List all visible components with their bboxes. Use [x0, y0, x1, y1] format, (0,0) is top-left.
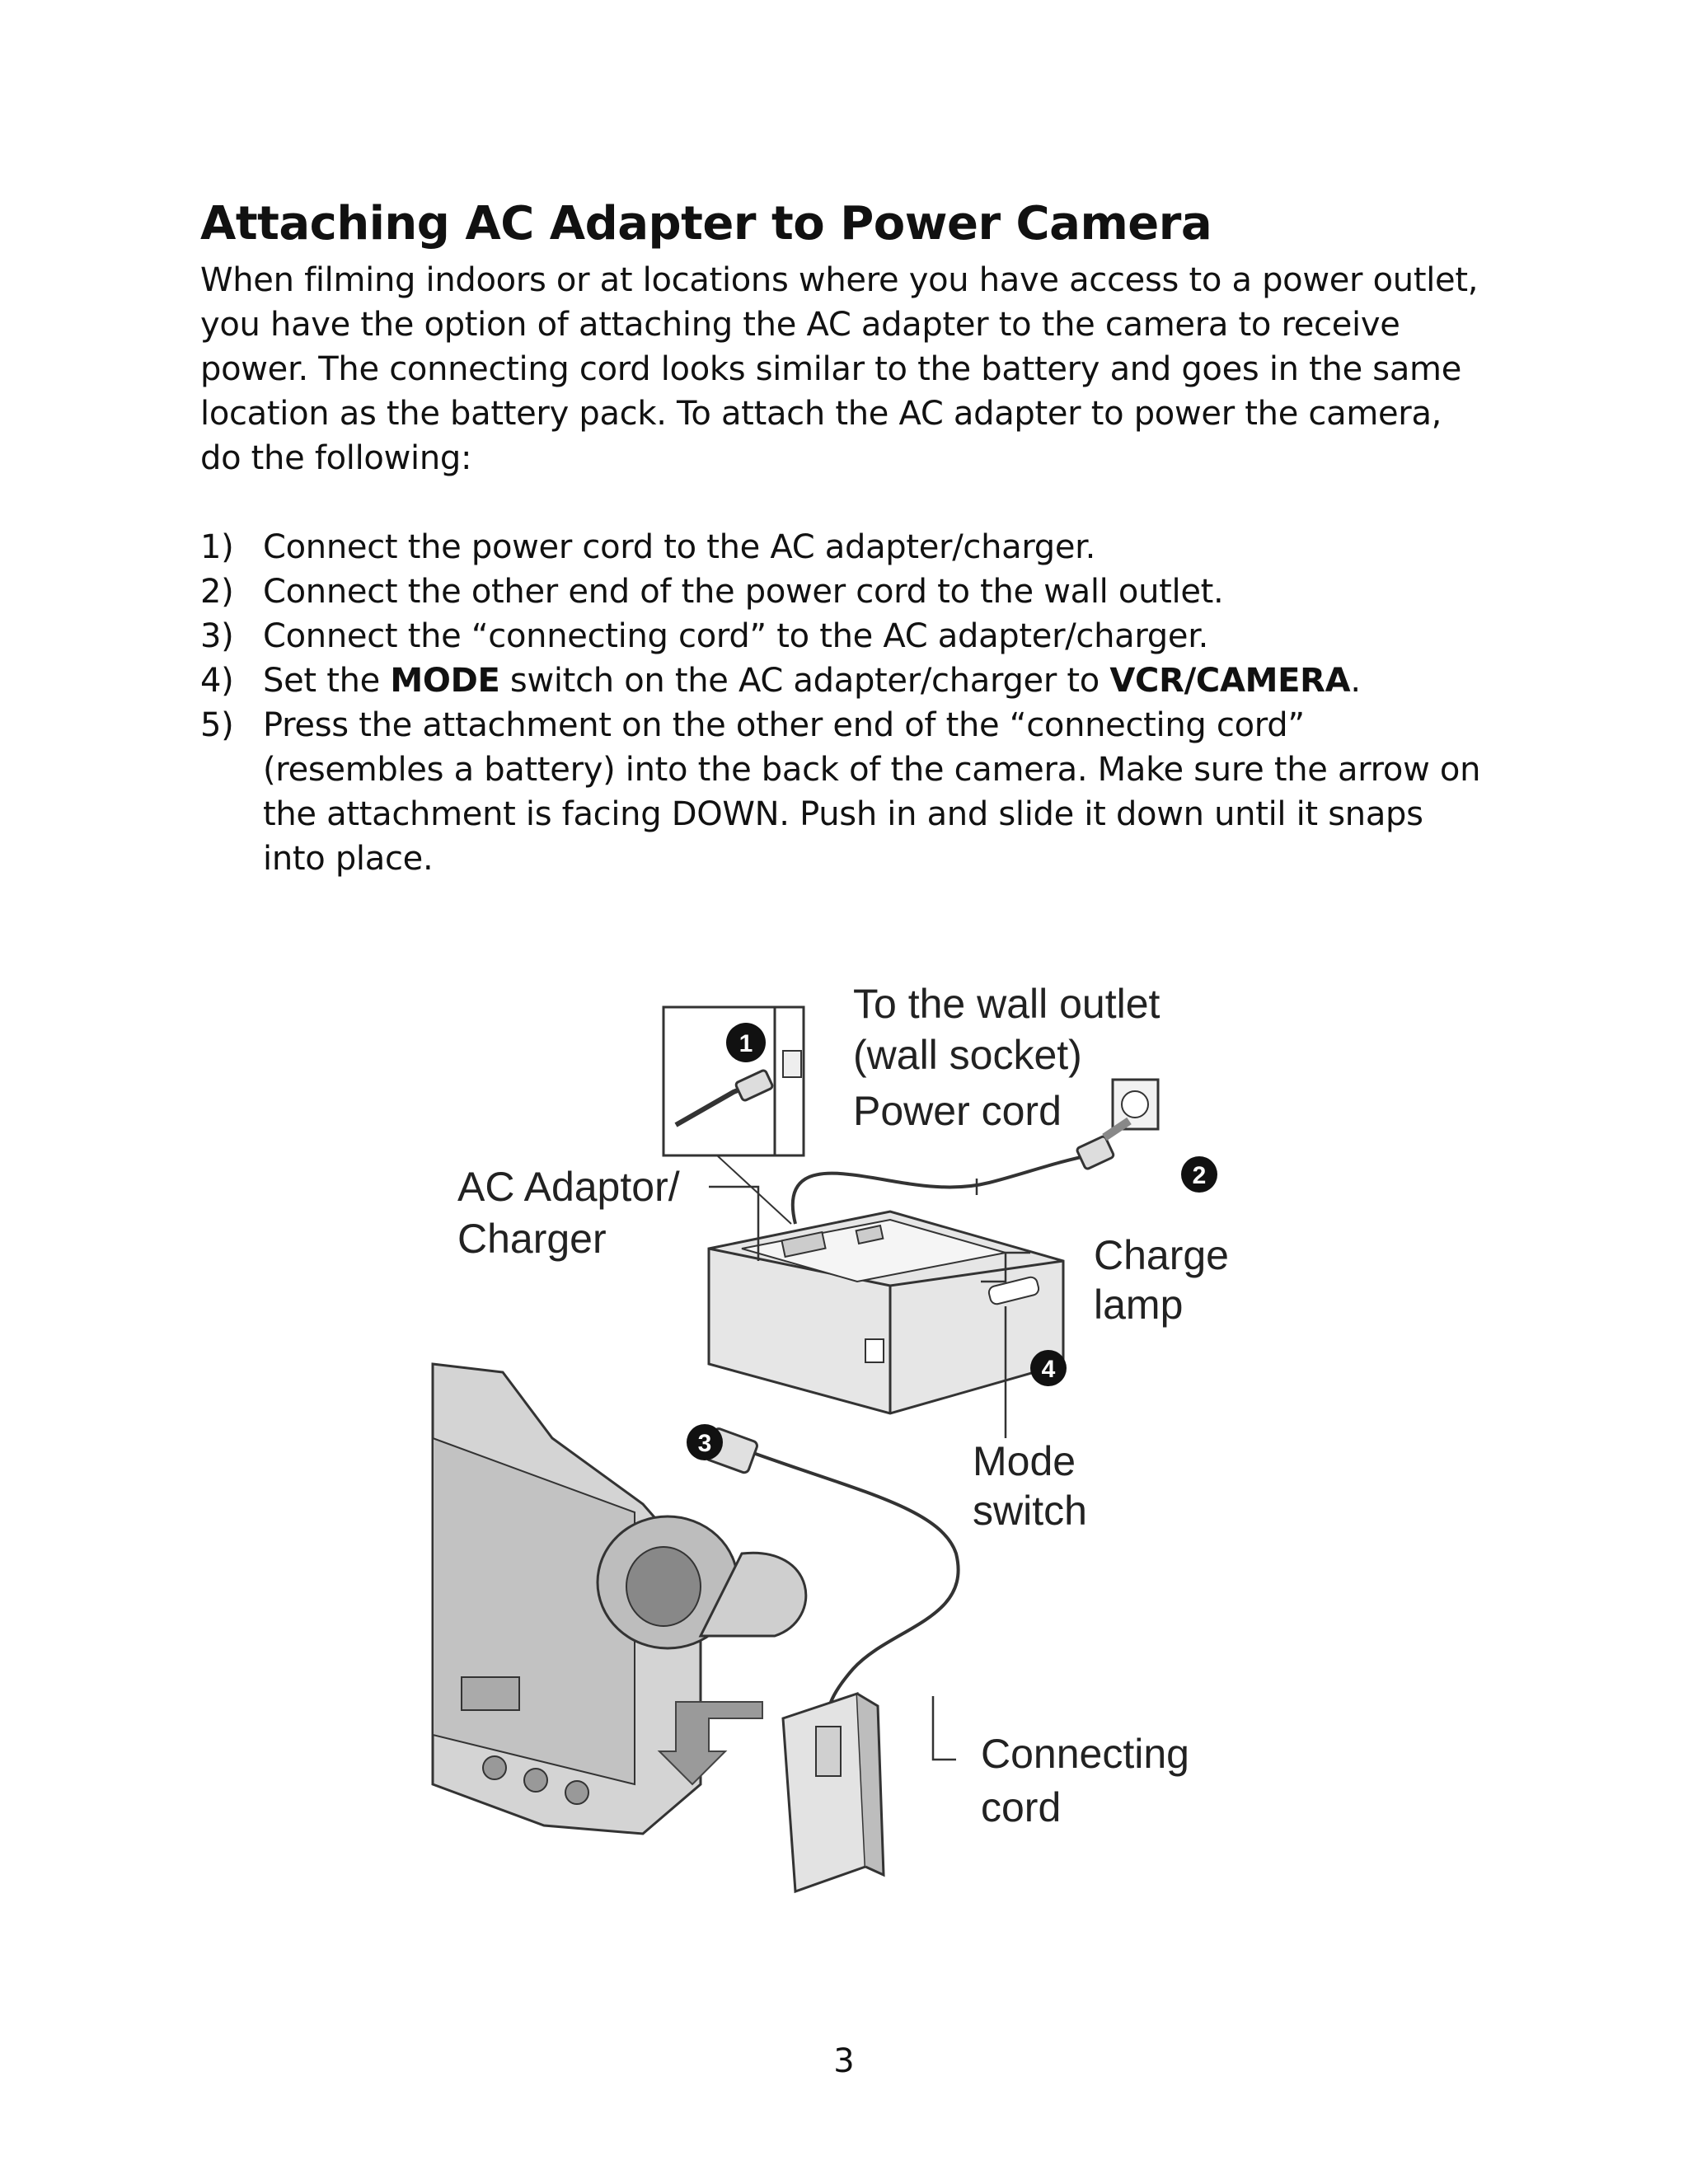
- steps-list: [200, 525, 1486, 881]
- vcr-camera-keyword: VCR/CAMERA: [1109, 662, 1351, 700]
- list-item: [200, 658, 1486, 703]
- step-text-mid: switch on the AC adapter/charger to: [499, 662, 1110, 700]
- step-text: [263, 662, 1361, 700]
- step-number: 3): [200, 617, 234, 655]
- ac-adaptor-label-line2: Charger: [457, 1216, 607, 1262]
- step-number: 1): [200, 528, 234, 566]
- step-text: Connect the power cord to the AC adapter/charger.: [263, 528, 1096, 566]
- power-cord-label: Power cord: [853, 1088, 1062, 1134]
- connection-diagram: [429, 977, 1253, 1916]
- step-badge-1: [726, 1023, 766, 1062]
- list-item: [200, 569, 1486, 614]
- ac-adaptor-charger-icon: [709, 1212, 1063, 1413]
- battery-style-connector-icon: [783, 1694, 884, 1891]
- connecting-cord-label-line1: Connecting: [981, 1731, 1189, 1777]
- step-badge-3: [687, 1424, 723, 1460]
- wall-socket-icon: [1104, 1080, 1158, 1137]
- wall-outlet-label-line2: (wall socket): [853, 1032, 1082, 1078]
- badge-number: 2: [1192, 1162, 1207, 1189]
- list-item: [200, 525, 1486, 569]
- page-title: Attaching AC Adapter to Power Camera: [200, 197, 1212, 251]
- page-number: 3: [833, 2042, 855, 2080]
- power-cord: [793, 1136, 1114, 1224]
- badge-number: 3: [697, 1430, 712, 1457]
- diagram-illustration: [429, 977, 1253, 1916]
- step-badge-2: [1181, 1156, 1217, 1193]
- step-text: Connect the other end of the power cord to the wall outlet.: [263, 573, 1224, 611]
- connecting-cord-label-line2: cord: [981, 1784, 1062, 1830]
- mode-switch-label-line1: Mode: [973, 1438, 1076, 1484]
- mode-keyword: MODE: [390, 662, 500, 700]
- charge-lamp-label-line2: lamp: [1094, 1282, 1184, 1328]
- list-item: [200, 703, 1486, 881]
- intro-paragraph: When filming indoors or at locations where you have access to a power outlet, you have the option of attaching the AC adapter to the camera to receive power. The connecting cord looks similar to the battery and goes in the same location as the battery pack. To attach the AC adapter to power the camera, do the following:: [200, 261, 1479, 477]
- list-item: [200, 614, 1486, 658]
- charge-lamp-label-line1: Charge: [1094, 1232, 1229, 1278]
- camcorder-icon: [433, 1364, 806, 1834]
- ac-adaptor-label-line1: AC Adaptor/: [457, 1164, 680, 1210]
- step-text-pre: Set the: [263, 662, 391, 700]
- step-badge-4: [1030, 1350, 1067, 1386]
- step-text: Press the attachment on the other end of the “connecting cord” (resembles a battery) into the back of the camera. Make sure the arrow on the attachment is facing DOWN. Push in and slide it down until it snaps into place.: [263, 706, 1481, 878]
- mode-switch-label-line2: switch: [973, 1488, 1087, 1534]
- step-number: 2): [200, 573, 234, 611]
- badge-number: 1: [738, 1030, 753, 1057]
- step-text-post: .: [1350, 662, 1361, 700]
- wall-outlet-label-line1: To the wall outlet: [853, 981, 1160, 1027]
- step-text: Connect the “connecting cord” to the AC adapter/charger.: [263, 617, 1209, 655]
- step-number: 5): [200, 706, 234, 744]
- step-number: 4): [200, 662, 234, 700]
- badge-number: 4: [1041, 1356, 1056, 1383]
